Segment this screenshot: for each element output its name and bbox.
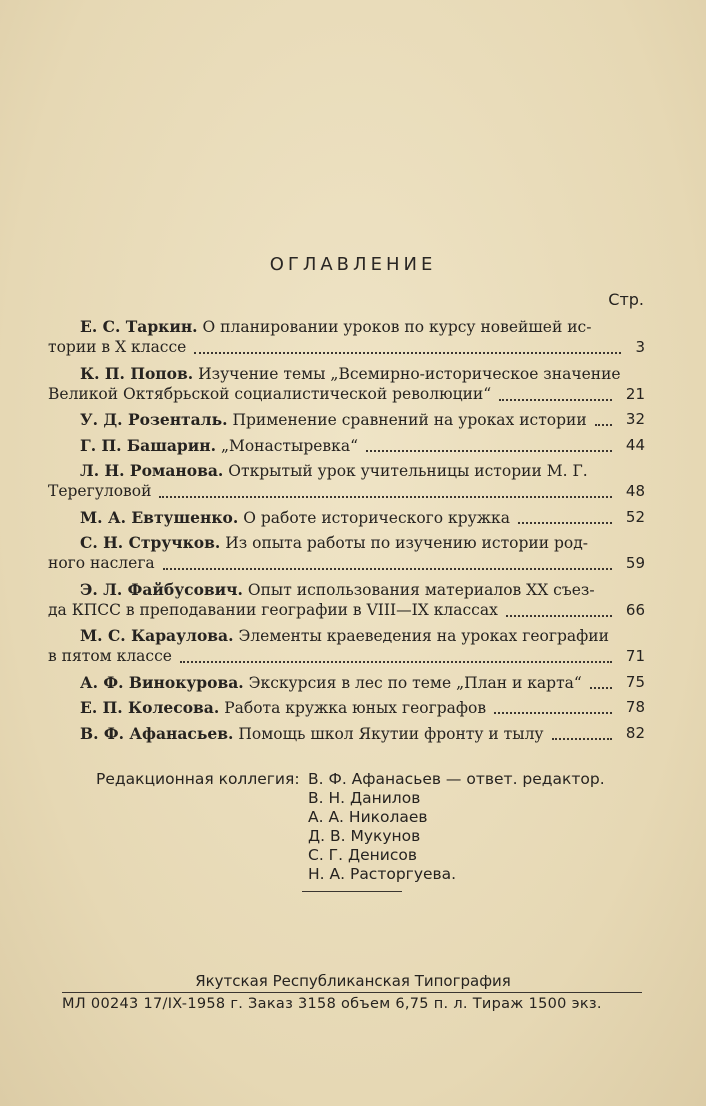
toc-entry [48,507,645,528]
toc-author: Е. С. Таркин. [80,317,198,336]
toc-author: Л. Н. Романова. [80,461,224,480]
toc-title: Работа кружка юных географов [224,699,487,717]
toc-entry [48,579,645,621]
toc-title: Опыт использования материалов XX съез- [247,580,595,599]
toc-author: Г. П. Башарин. [80,435,216,455]
toc-page-number: 44 [625,435,645,454]
toc-page-number: 52 [625,507,645,526]
page-column-label: Стр. [608,290,644,309]
toc-page-number: 48 [625,482,645,500]
dot-leader [494,709,612,714]
toc-author: С. Н. Стручков. [80,533,221,552]
toc-title: „Монастыревка“ [220,436,359,455]
editorial-board-members [308,770,605,884]
toc-entry [48,460,645,502]
toc-author: М. А. Евтушенко. [80,507,239,527]
toc-page-number: 78 [625,698,645,716]
toc-entry-first-line [48,579,645,600]
toc-entry [48,316,645,358]
toc-entry [48,723,645,744]
toc-title: Помощь школ Якутии фронту и тылу [238,724,544,743]
toc-entry-first-line [48,672,645,693]
dot-leader [518,519,612,524]
board-member: А. А. Николаев [308,808,428,826]
toc-title-continued: в пятом классе [48,647,172,665]
toc-page-number: 59 [625,554,645,572]
toc-author: Е. П. Колесова. [80,698,220,717]
toc-title: Применение сравнений на уроках истории [232,411,587,429]
table-of-contents [48,316,645,748]
toc-title-continued: да КПСС в преподавании географии в VIII—IX классах [48,600,498,619]
toc-author: К. П. Попов. [80,363,194,383]
page-title: ОГЛАВЛЕНИЕ [269,254,437,275]
toc-entry-second-line [48,553,645,574]
toc-entry-first-line [48,363,645,384]
toc-page-number: 3 [635,338,645,356]
printer-name: Якутская Республиканская Типография [195,972,511,990]
divider [62,992,642,993]
toc-entry-first-line [48,409,645,430]
toc-title: О планировании уроков по курсу новейшей ис- [202,318,592,336]
toc-entry-second-line [48,600,645,621]
toc-entry-first-line [48,532,645,553]
imprint: МЛ 00243 17/IX-1958 г. Заказ 3158 объем 6,75 п. л. Тираж 1500 экз. [62,996,602,1012]
divider [302,891,402,892]
board-member: Д. В. Мукунов [308,827,421,845]
toc-author: М. С. Караулова. [80,626,234,645]
toc-title: Открытый урок учительницы истории М. Г. [228,462,588,480]
toc-author: Э. Л. Файбусович. [80,579,243,599]
toc-page-number: 75 [625,672,645,691]
toc-entry-second-line [48,481,645,502]
toc-entry [48,409,645,430]
toc-entry [48,435,645,456]
editorial-board-label: Редакционная коллегия: [96,770,300,788]
toc-entry [48,697,645,718]
toc-title-continued: Терегуловой [48,482,152,500]
dot-leader [180,658,612,663]
toc-title-continued: Великой Октябрьской социалистической революции“ [48,384,492,403]
dot-leader [163,565,612,570]
toc-page-number: 32 [625,410,645,428]
toc-entry-first-line [48,625,645,646]
board-member: В. Ф. Афанасьев — ответ. редактор. [308,770,605,788]
board-member: Н. А. Расторгуева. [308,865,457,883]
dot-leader [194,349,621,354]
toc-entry-second-line [48,337,645,358]
toc-title: Из опыта работы по изучению истории род- [225,534,589,552]
toc-entry [48,672,645,693]
toc-title: Экскурсия в лес по теме „План и карта“ [248,673,582,692]
toc-entry-second-line [48,384,645,405]
toc-entry-first-line [48,435,645,456]
toc-entry [48,532,645,574]
toc-title: О работе исторического кружка [243,508,510,527]
toc-page-number: 71 [625,647,645,665]
toc-title: Изучение темы „Всемирно-историческое значение [198,364,621,383]
toc-title: Элементы краеведения на уроках географии [238,627,609,645]
toc-author: А. Ф. Винокурова. [80,672,244,692]
toc-page-number: 82 [625,723,645,742]
board-member: С. Г. Денисов [308,846,417,864]
dot-leader [552,735,612,740]
toc-page-number: 66 [625,600,645,619]
toc-entry-first-line [48,507,645,528]
toc-author: У. Д. Розенталь. [80,410,228,429]
dot-leader [590,684,612,689]
toc-entry-first-line [48,697,645,718]
toc-entry-second-line [48,646,645,667]
toc-entry [48,625,645,667]
toc-title-continued: ного наслега [48,554,155,572]
dot-leader [595,421,612,426]
dot-leader [506,612,612,617]
toc-entry-first-line [48,723,645,744]
dot-leader [159,493,611,498]
toc-author: В. Ф. Афанасьев. [80,723,234,743]
toc-entry-first-line [48,460,645,481]
toc-title-continued: тории в X классе [48,338,187,356]
dot-leader [366,447,612,452]
toc-page-number: 21 [625,384,645,403]
toc-entry-first-line [48,316,645,337]
dot-leader [499,396,612,401]
board-member: В. Н. Данилов [308,789,421,807]
toc-entry [48,363,645,405]
